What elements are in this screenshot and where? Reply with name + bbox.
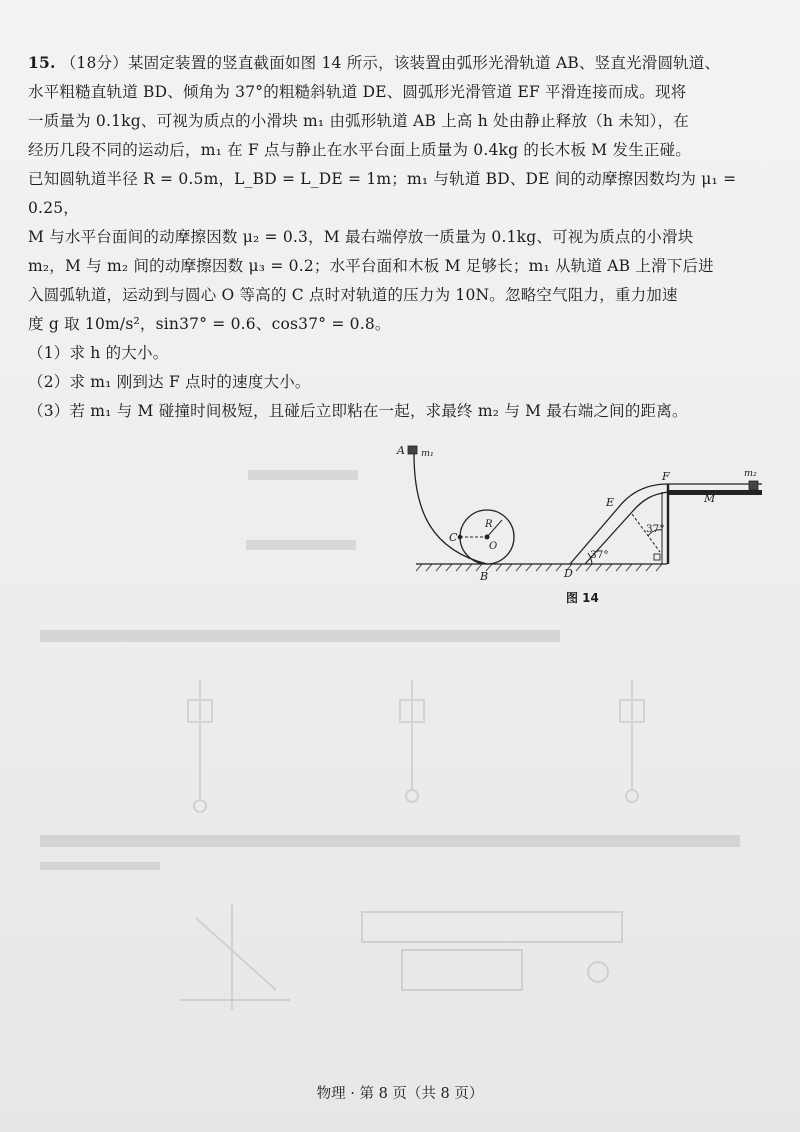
pipe-ef-inner xyxy=(632,492,668,512)
problem-line: 入圆弧轨道，运动到与圆心 O 等高的 C 点时对轨道的压力为 10N。忽略空气阻力，重力加速 xyxy=(28,286,678,304)
center-o-dot xyxy=(485,535,489,539)
arc-track-ab xyxy=(414,454,487,564)
sub-question-3: （3）若 m₁ 与 M 碰撞时间极短，且碰后立即粘在一起，求最终 m₂ 与 M 最右端之间的距离。 xyxy=(28,402,688,420)
problem-line xyxy=(28,48,778,78)
label-a: A xyxy=(397,444,405,457)
label-angle-right: 37° xyxy=(646,523,665,535)
question-points: （18分） xyxy=(60,54,128,72)
label-c: C xyxy=(449,531,458,544)
label-e: E xyxy=(606,496,615,509)
problem-line: 已知圆轨道半径 R = 0.5m，L_BD = L_DE = 1m；m₁ 与轨道 BD、DE 间的动摩擦因数均为 μ₁ = 0.25， xyxy=(28,170,737,217)
problem-15 xyxy=(28,48,778,426)
problem-line: 水平粗糙直轨道 BD、倾角为 37°的粗糙斜轨道 DE、圆弧形光滑管道 EF 平滑连接而成。现将 xyxy=(28,83,687,101)
sub-question-2: （2）求 m₁ 刚到达 F 点时的速度大小。 xyxy=(28,373,311,391)
label-d: D xyxy=(564,567,573,580)
label-angle-bottom: 37° xyxy=(590,549,609,561)
label-m2: m₂ xyxy=(744,468,757,479)
figure-caption: 图 14 xyxy=(566,591,599,605)
block-m2 xyxy=(749,481,758,490)
question-number: 15. xyxy=(28,53,56,72)
label-o: O xyxy=(489,541,498,552)
problem-line: 度 g 取 10m/s²，sin37° = 0.6、cos37° = 0.8。 xyxy=(28,315,391,333)
label-f: F xyxy=(662,470,670,483)
problem-line: 经历几段不同的运动后，m₁ 在 F 点与静止在水平台面上质量为 0.4kg 的长木板 M 发生正碰。 xyxy=(28,141,691,159)
right-angle-mark xyxy=(654,554,660,560)
block-m1 xyxy=(408,446,417,454)
problem-line: m₂，M 与 m₂ 间的动摩擦因数 μ₃ = 0.2；水平台面和木板 M 足够长；m₁ 从轨道 AB 上滑下后进 xyxy=(28,257,714,275)
point-c-dot xyxy=(458,535,461,538)
problem-line-text: 某固定装置的竖直截面如图 14 所示，该装置由弧形光滑轨道 AB、竖直光滑圆轨道、 xyxy=(127,54,721,72)
sub-question-1: （1）求 h 的大小。 xyxy=(28,344,169,362)
problem-line: 一质量为 0.1kg、可视为质点的小滑块 m₁ 由弧形轨道 AB 上高 h 处由静止释放（h 未知），在 xyxy=(28,112,689,130)
label-m1: m₁ xyxy=(421,448,434,459)
problem-line: M 与水平台面间的动摩擦因数 μ₂ = 0.3，M 最右端停放一质量为 0.1kg、可视为质点的小滑块 xyxy=(28,228,694,246)
label-r: R xyxy=(485,519,493,530)
ground-hatching xyxy=(416,564,662,571)
figure-14-diagram xyxy=(392,432,768,592)
label-m-board: M xyxy=(704,492,716,505)
page-footer: 物理 · 第 8 页（共 8 页） xyxy=(316,1086,484,1102)
pipe-ef-outer xyxy=(618,484,668,508)
label-b: B xyxy=(480,570,489,583)
